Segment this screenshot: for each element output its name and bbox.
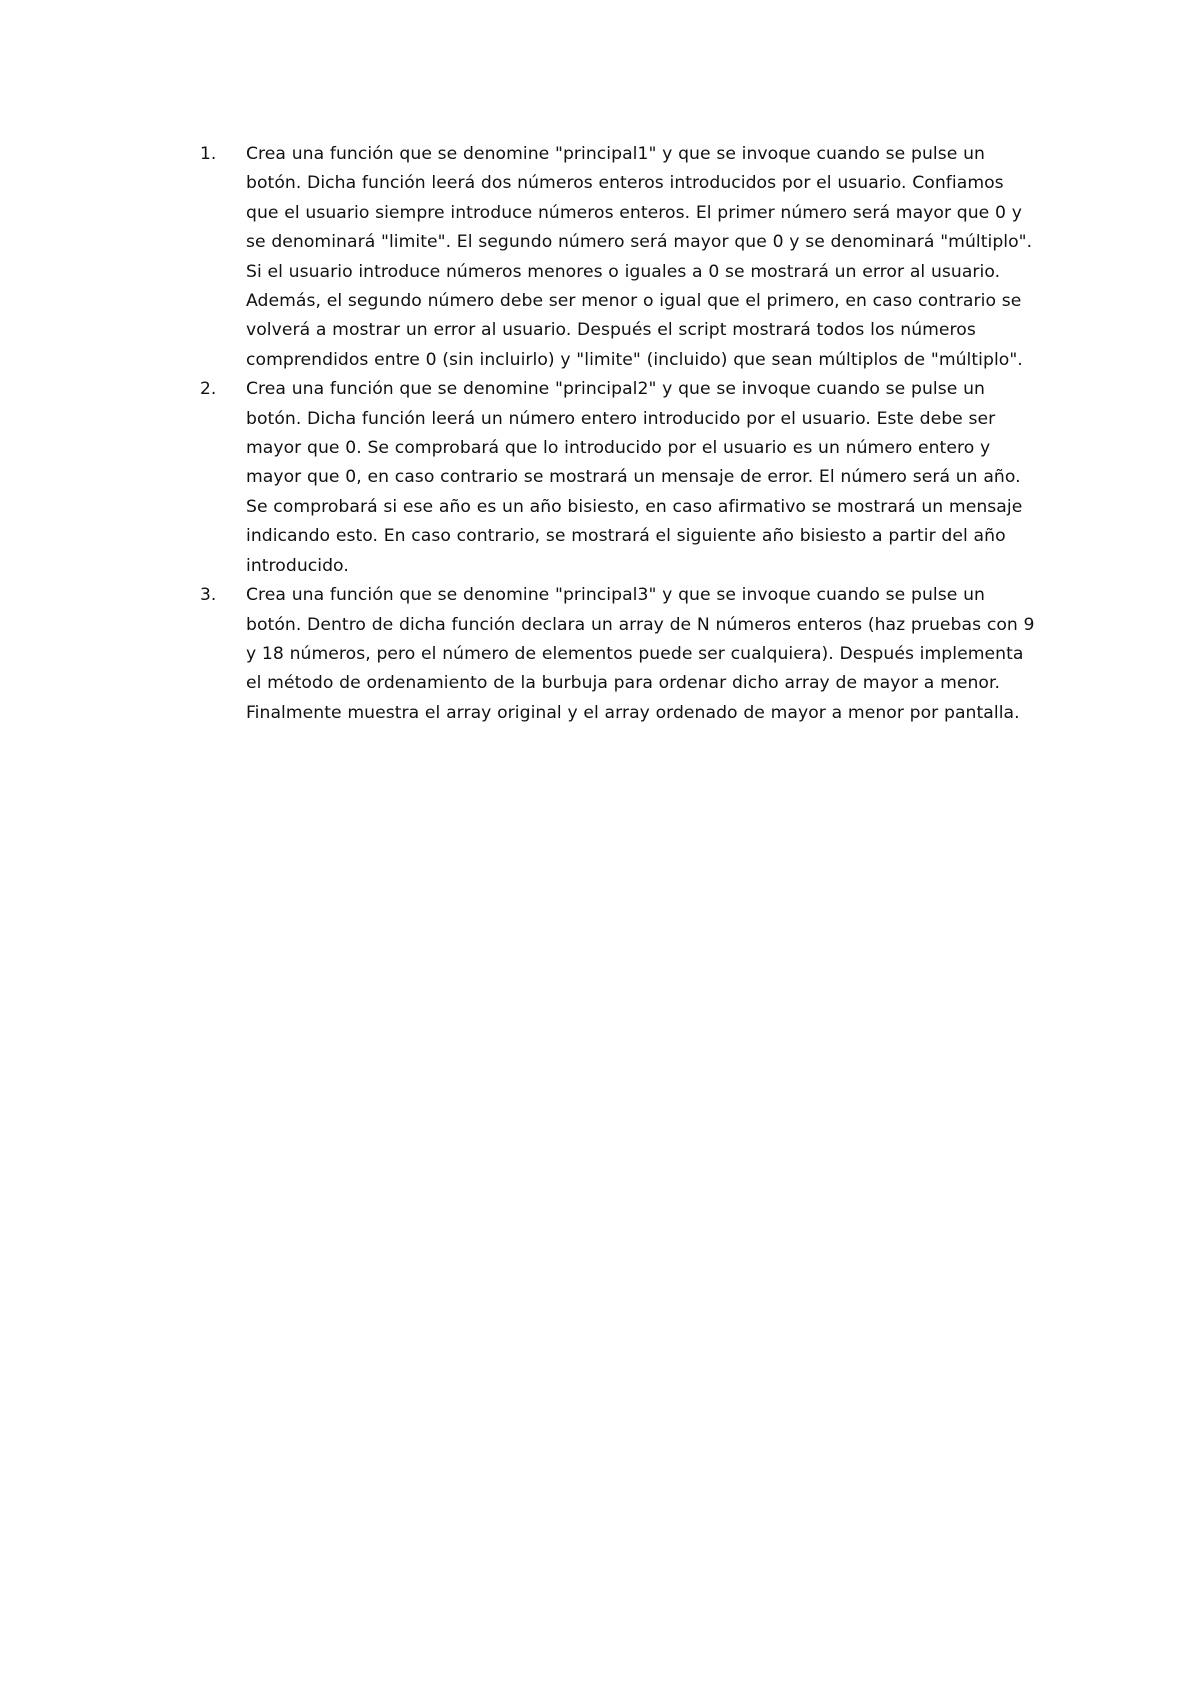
list-item-number: 2. [200,379,217,400]
list-item [200,140,1040,375]
list-item-text: Crea una función que se denomine "principal2" y que se invoque cuando se pulse un botón. Dicha función leerá un número entero introducido por el usuario. Este debe ser mayor que 0. Se comprobará que lo introducido por el usuario es un número entero y mayor que 0, en caso contrario se mostrará un mensaje de error. El número será un año. Se comprobará si ese año es un año bisiesto, en caso afirmativo se mostrará un mensaje indicando esto. En caso contrario, se mostrará el siguiente año bisiesto a partir del año introducido. [246,379,1023,576]
list-item [200,581,1040,728]
list-item-text: Crea una función que se denomine "principal1" y que se invoque cuando se pulse un botón. Dicha función leerá dos números enteros introducidos por el usuario. Confiamos que el usuario siempre introduce números enteros. El primer número será mayor que 0 y se denominará "limite". El segundo número será mayor que 0 y se denominará "múltiplo". Si el usuario introduce números menores o iguales a 0 se mostrará un error al usuario. Además, el segundo número debe ser menor o igual que el primero, en caso contrario se volverá a mostrar un error al usuario. Después el script mostrará todos los números comprendidos entre 0 (sin incluirlo) y "limite" (incluido) que sean múltiplos de "múltiplo". [246,144,1033,370]
list-item-text: Crea una función que se denomine "principal3" y que se invoque cuando se pulse un botón. Dentro de dicha función declara un array de N números enteros (haz pruebas con 9 y 18 números, pero el número de elementos puede ser cualquiera). Después implementa el método de ordenamiento de la burbuja para ordenar dicho array de mayor a menor. Finalmente muestra el array original y el array ordenado de mayor a menor por pantalla. [246,585,1035,723]
exercise-list [200,140,1040,728]
list-item-number: 3. [200,585,217,606]
list-item [200,375,1040,581]
list-item-number: 1. [200,144,217,164]
